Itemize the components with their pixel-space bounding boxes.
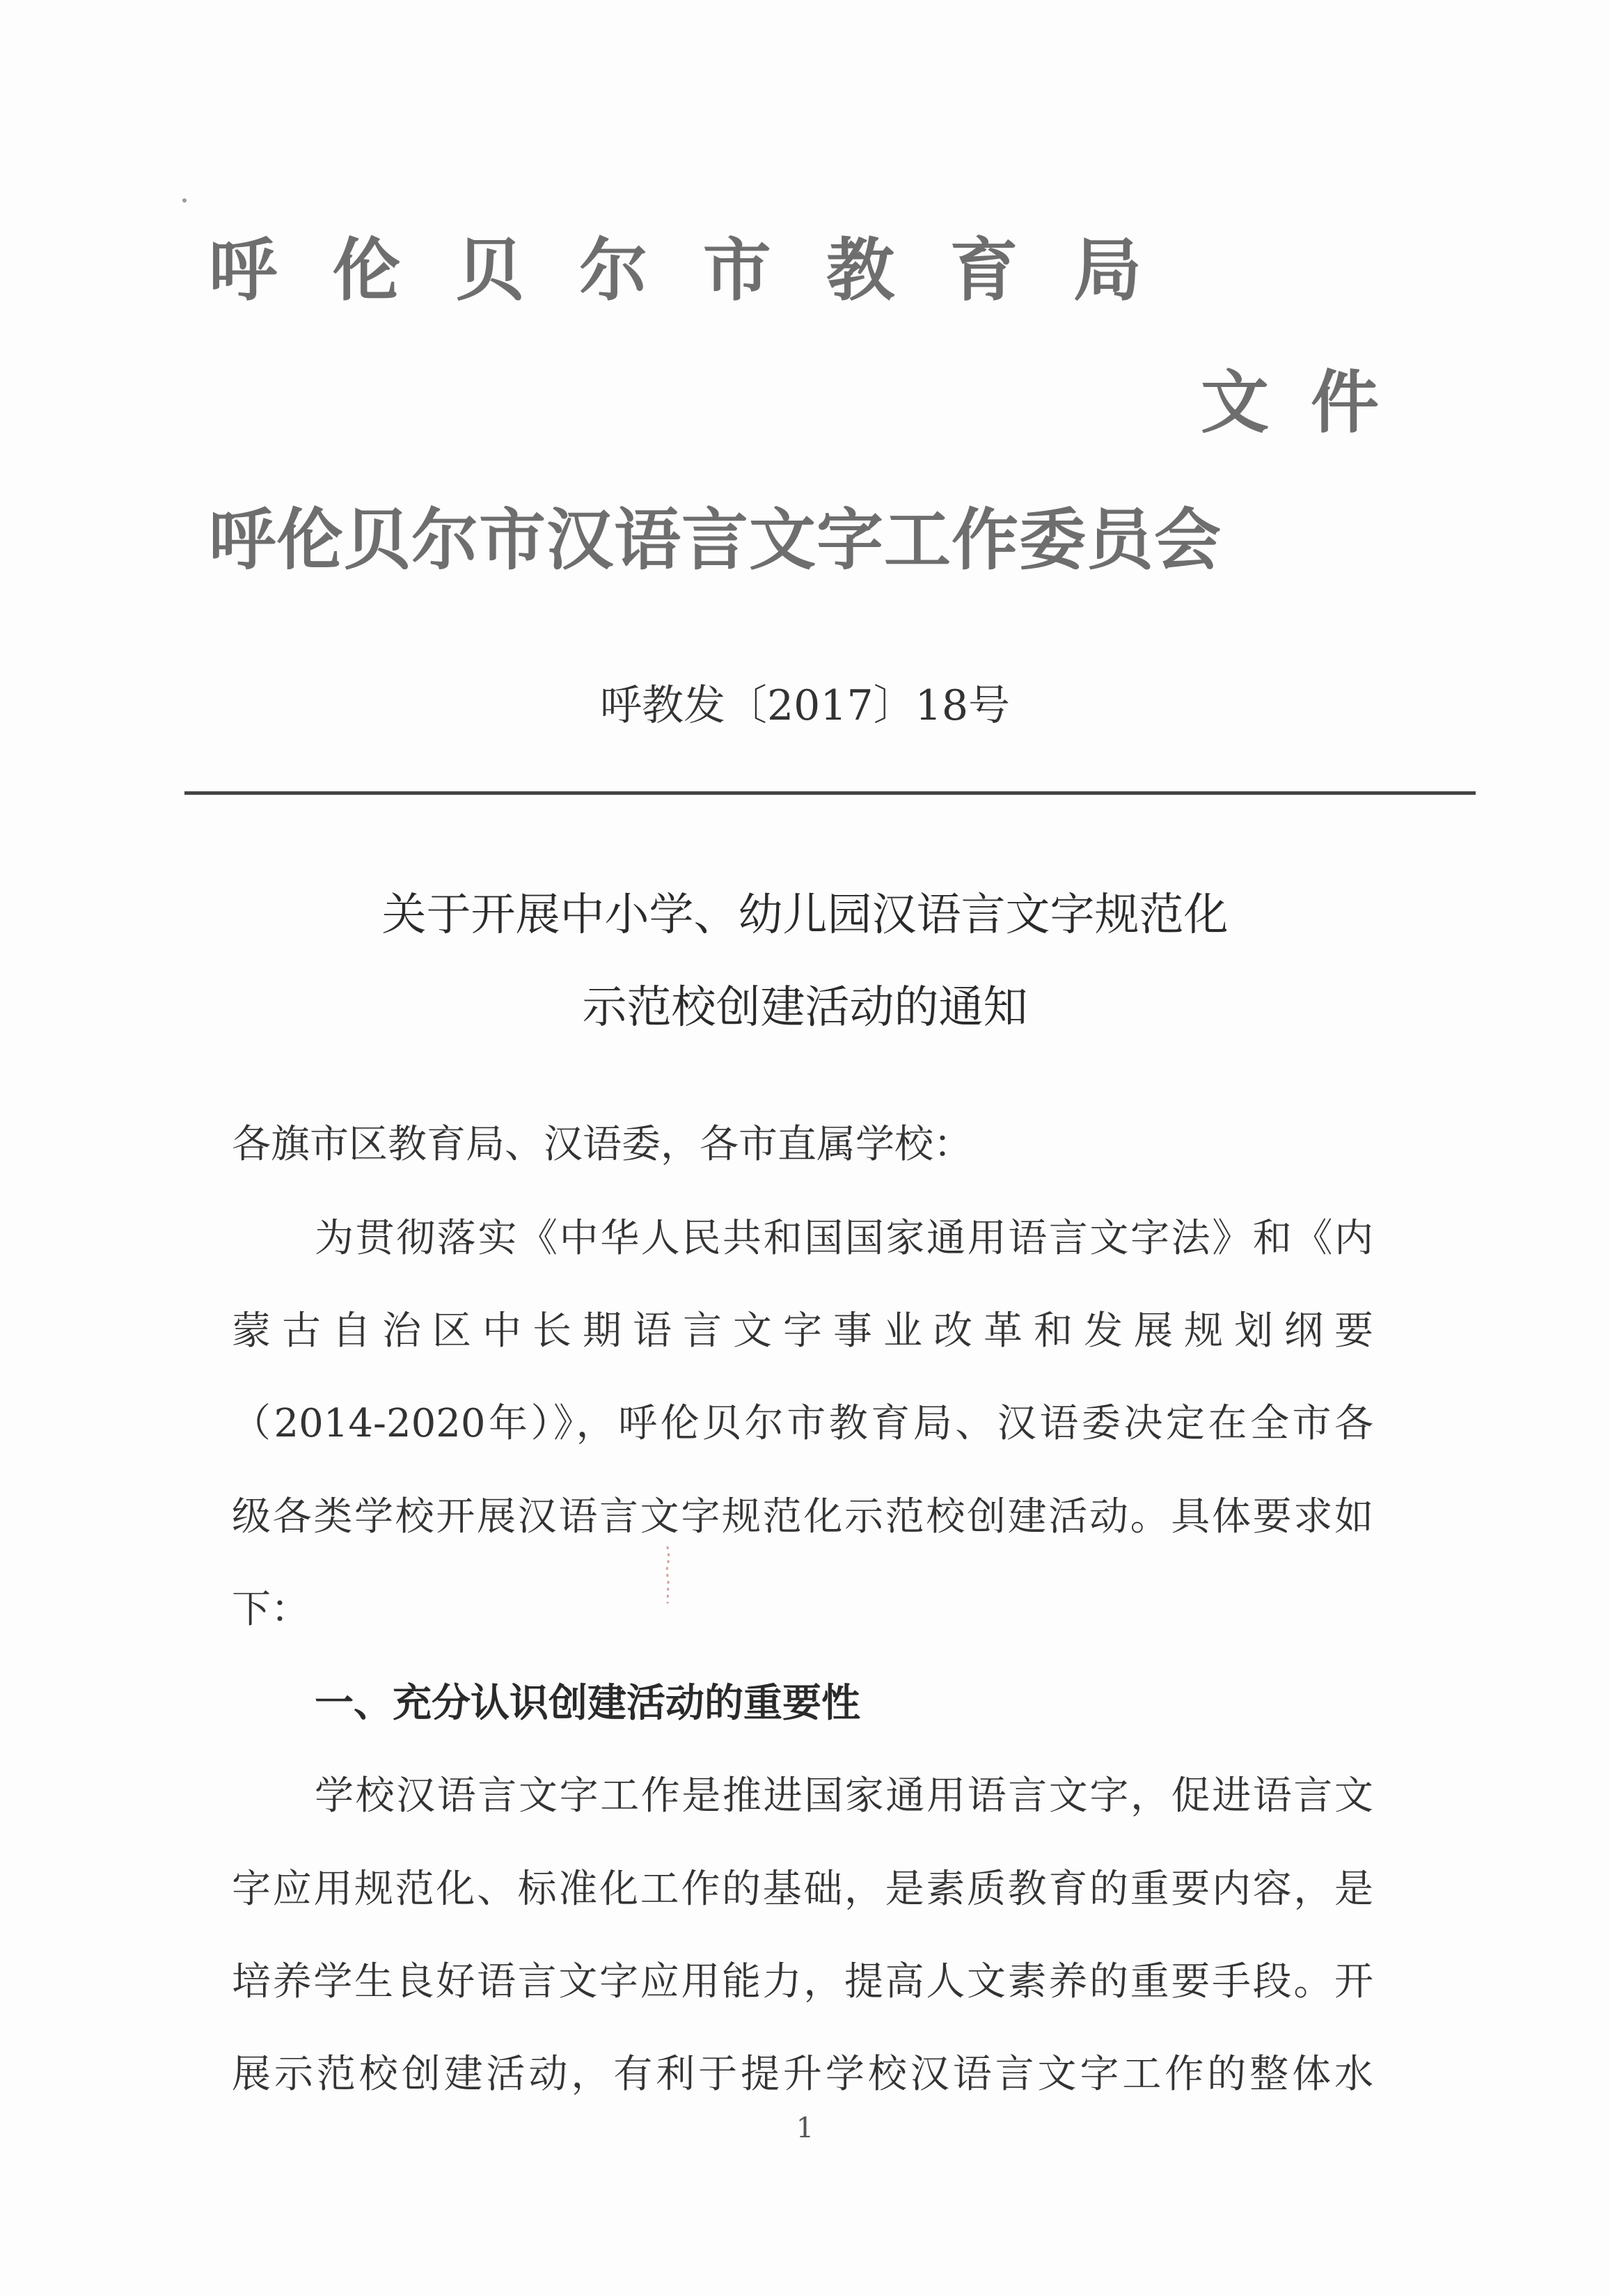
paragraph-line: 培养学生良好语言文字应用能力，提高人文素养的重要手段。开 bbox=[232, 1959, 1373, 2004]
paragraph-line: 级各类学校开展汉语言文字规范化示范校创建活动。具体要求如 bbox=[232, 1494, 1373, 1539]
document-type-label: 文件 bbox=[1201, 363, 1421, 443]
paragraph-line: 字应用规范化、标准化工作的基础，是素质教育的重要内容，是 bbox=[232, 1867, 1373, 1912]
issuer-char: 呼 bbox=[209, 230, 278, 310]
salutation: 各旗市区教育局、汉语委，各市直属学校： bbox=[232, 1122, 972, 1167]
page-number: 1 bbox=[796, 2112, 814, 2144]
paragraph-line: 学校汉语言文字工作是推进国家通用语言文字，促进语言文 bbox=[315, 1773, 1373, 1819]
issuer-committee-name: 呼伦贝尔市汉语言文字工作委员会 bbox=[209, 500, 1222, 579]
document-title-line2: 示范校创建活动的通知 bbox=[582, 982, 1028, 1034]
issuer-char: 尔 bbox=[579, 230, 648, 310]
issuer-char: 教 bbox=[826, 230, 895, 310]
issuer-char: 市 bbox=[702, 230, 771, 310]
section-heading: 一、充分认识创建活动的重要性 bbox=[315, 1681, 860, 1726]
paragraph-line: 下： bbox=[232, 1587, 310, 1632]
issuer-bureau-name bbox=[209, 230, 1142, 310]
paragraph-line: （2014-2020年）》，呼伦贝尔市教育局、汉语委决定在全市各 bbox=[232, 1401, 1373, 1446]
document-title-line1: 关于开展中小学、幼儿园汉语言文字规范化 bbox=[381, 889, 1229, 941]
scan-speck bbox=[182, 198, 187, 203]
issuer-char: 贝 bbox=[455, 230, 524, 310]
issuer-char: 伦 bbox=[332, 230, 401, 310]
issuer-char: 局 bbox=[1073, 230, 1142, 310]
document-number: 呼教发〔2017〕18号 bbox=[599, 681, 1011, 730]
faint-stamp-mark bbox=[663, 1544, 672, 1606]
paragraph-line: 蒙古自治区中长期语言文字事业改革和发展规划纲要 bbox=[232, 1308, 1373, 1354]
paragraph-line: 展示范校创建活动，有利于提升学校汉语言文字工作的整体水 bbox=[232, 2052, 1373, 2097]
issuer-char: 育 bbox=[949, 230, 1018, 310]
paragraph-line: 为贯彻落实《中华人民共和国国家通用语言文字法》和《内 bbox=[315, 1216, 1373, 1261]
header-divider bbox=[184, 791, 1476, 795]
